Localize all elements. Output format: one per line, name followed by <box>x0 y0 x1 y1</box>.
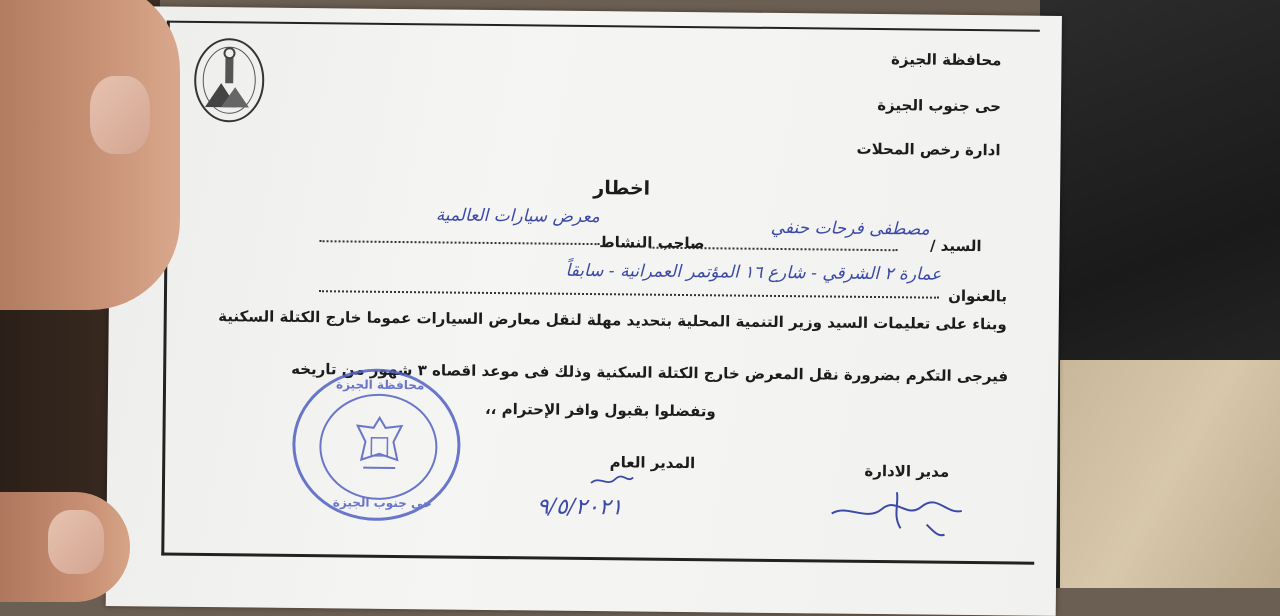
general-manager-initials-icon <box>587 469 637 494</box>
stamp-bottom-text: حى جنوب الجيزة <box>332 495 432 511</box>
address-label: بالعنوان <box>948 286 1008 306</box>
mr-value-handwritten: مصطفى فرحات حنفي <box>770 217 930 240</box>
eagle-emblem-icon <box>351 414 408 481</box>
body-line-2: فيرجى التكرم بضرورة نقل المعرض خارج الكتلة السكنية وذلك فى موعد اقصاه ٣ شهور من تاريخه <box>291 359 1009 386</box>
header-district: حى جنوب الجيزة <box>877 96 1002 116</box>
address-value-handwritten: عمارة ٢ الشرقي - شارع ١٦ المؤتمر العمرانية - سابقاً <box>565 260 942 285</box>
thumb-top <box>0 0 180 310</box>
header-governorate: محافظة الجيزة <box>891 50 1002 70</box>
closing-line: وتفضلوا بقبول وافر الإحترام ،، <box>484 399 716 421</box>
handwritten-date: ٩/٥/٢٠٢١ <box>536 494 623 521</box>
activity-label: صاحب النشاط <box>599 233 705 253</box>
official-stamp <box>292 368 462 522</box>
activity-value-handwritten: معرض سيارات العالمية <box>435 205 600 228</box>
manager-label: مدير الادارة <box>864 461 950 481</box>
mr-label: السيد / <box>929 236 982 256</box>
thumb-bottom <box>0 492 130 602</box>
notice-document <box>106 6 1062 616</box>
wooden-table-surface <box>1060 360 1280 588</box>
governorate-emblem-icon <box>191 35 268 126</box>
stamp-top-text: محافظة الجيزة <box>335 377 425 393</box>
thumbnail-bottom <box>48 510 104 574</box>
header-department: ادارة رخص المحلات <box>856 139 1001 160</box>
body-line-1: وبناء على تعليمات السيد وزير التنمية المحلية بتحديد مهلة لنقل معارض السيارات عموما خارج الكتلة السكنية <box>218 307 1007 334</box>
thumbnail-top <box>90 76 150 154</box>
general-manager-label: المدير العام <box>609 453 696 473</box>
manager-signature-icon <box>826 484 967 545</box>
page-title: اخطار <box>593 177 651 200</box>
